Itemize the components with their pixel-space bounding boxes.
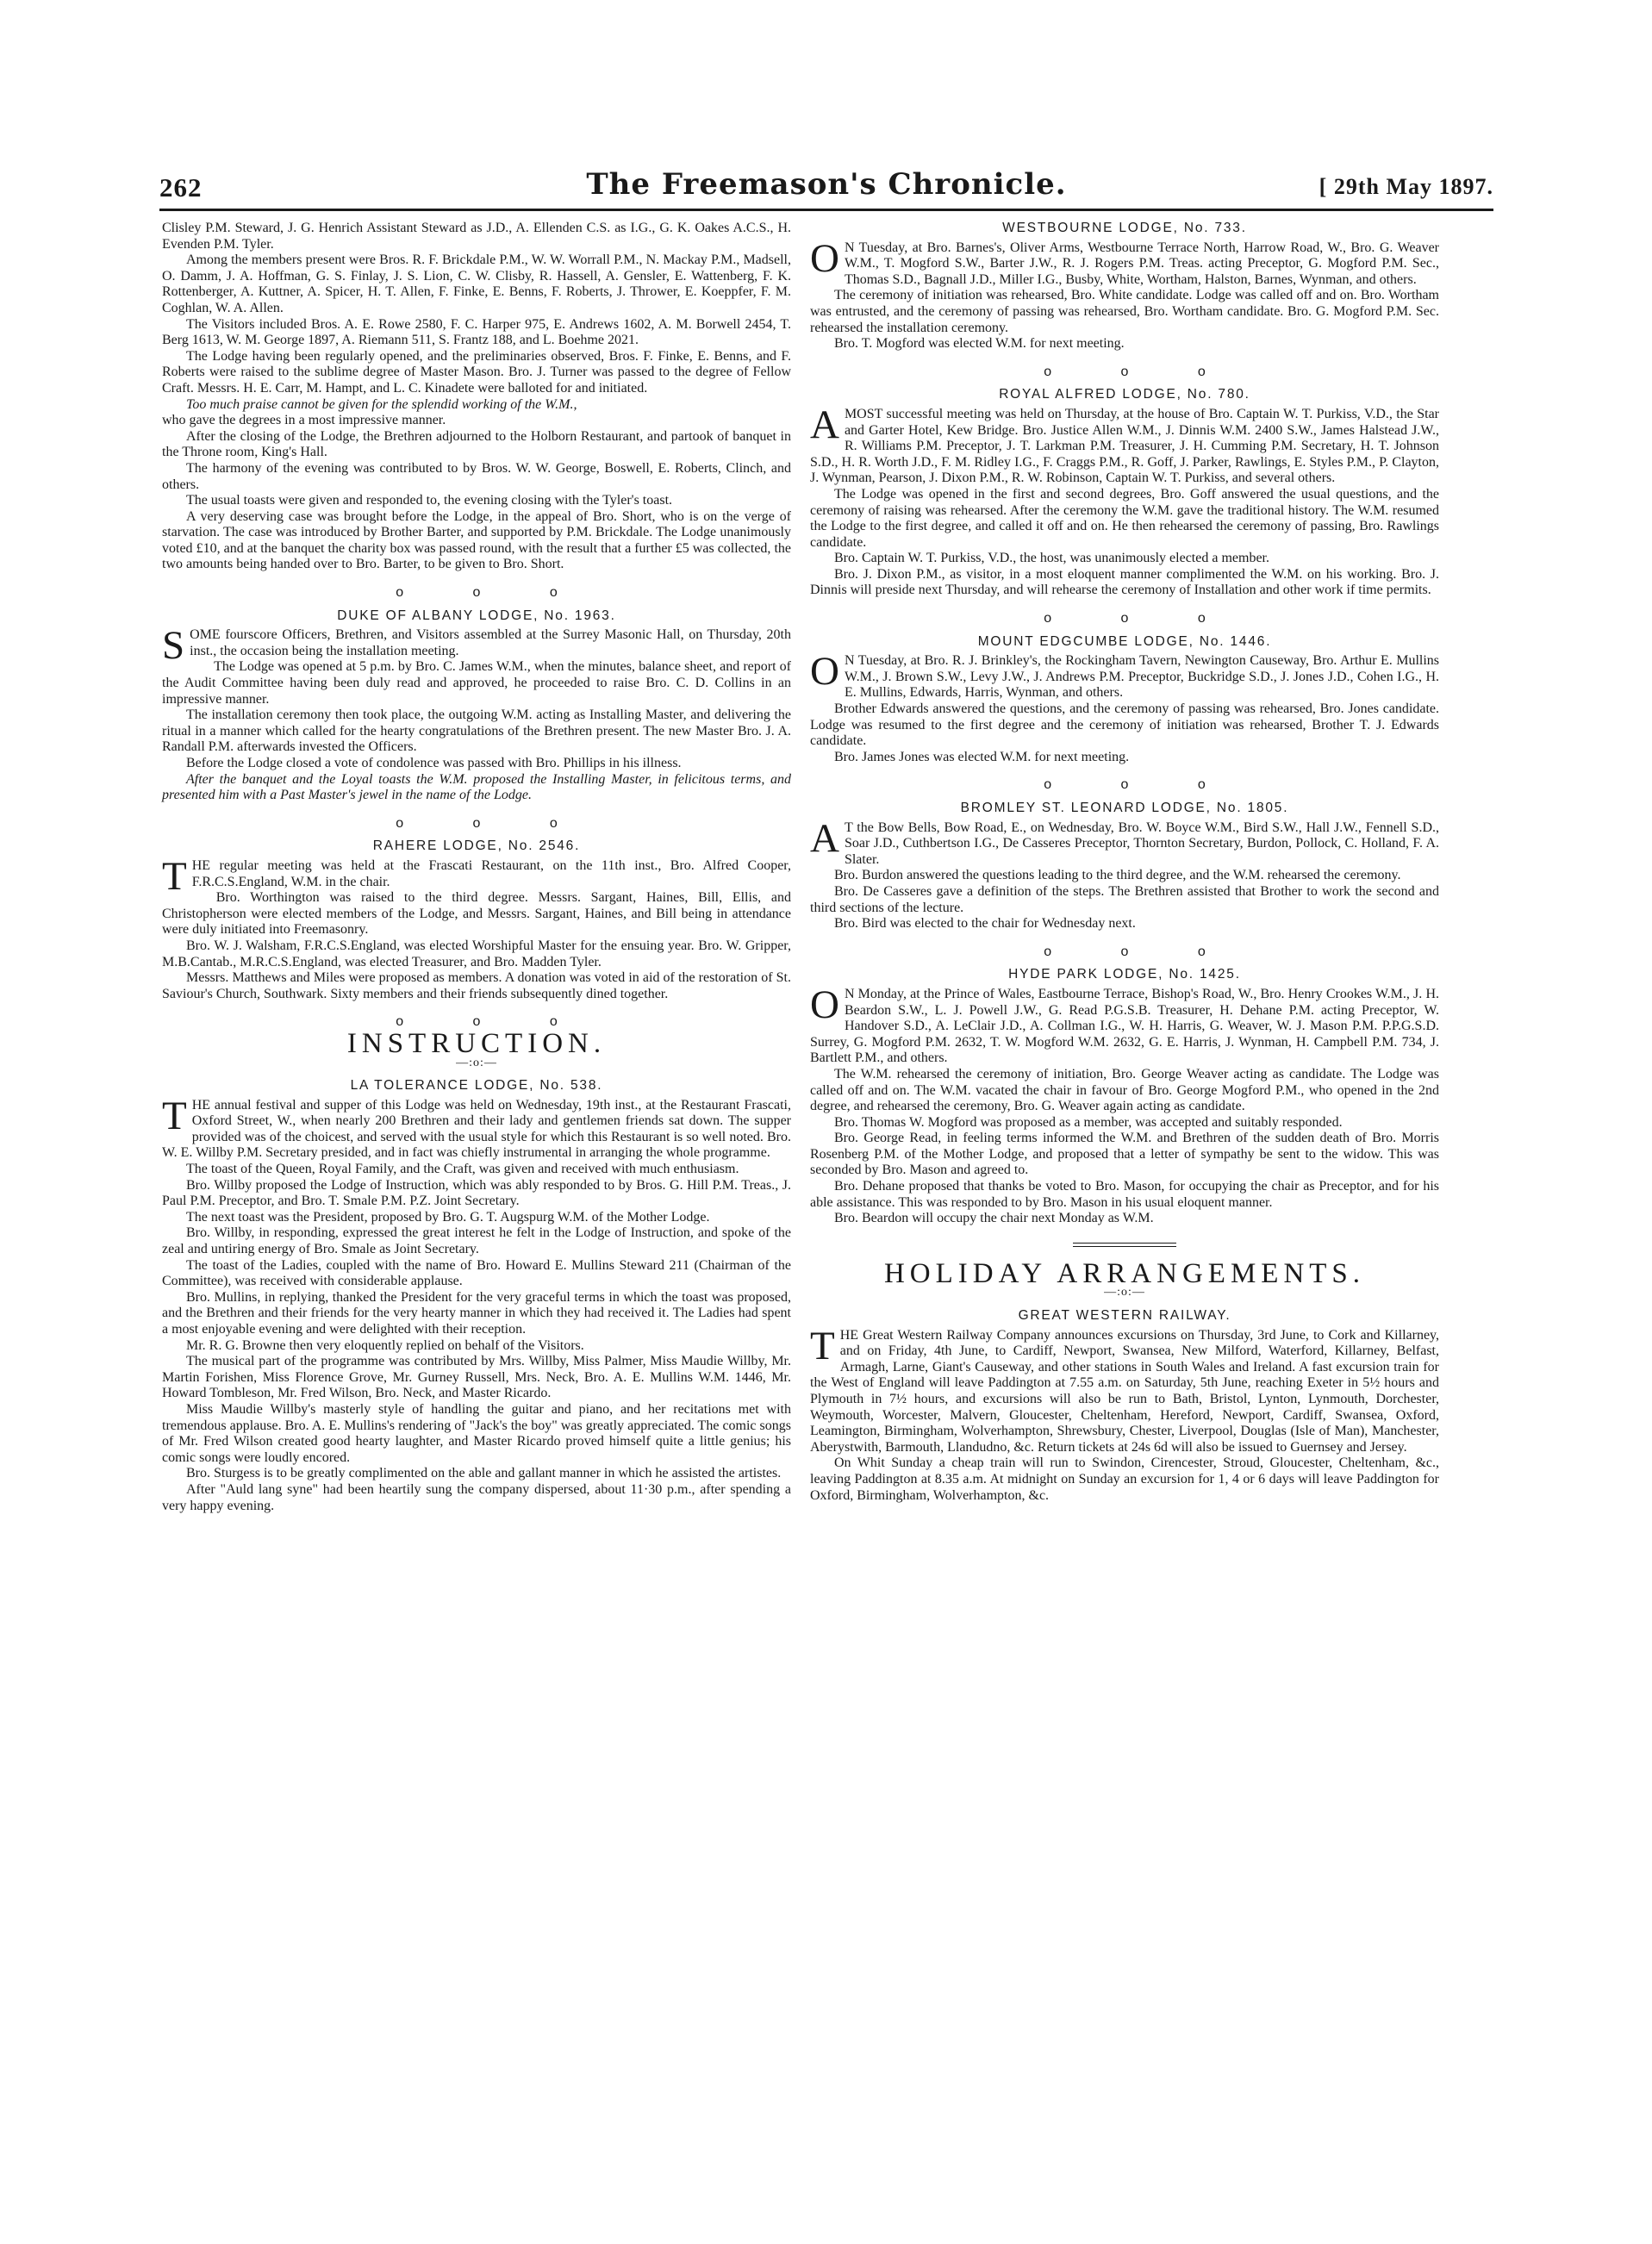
article-paragraph: The installation ceremony then took place, the outgoing W.M. acting as Installing Master, and delivering the ritual in a manner which called for the hearty congratulations of the Brethren present. The new Master Bro. J. A. Randall P.M. afterwards invested the Officers. [162,707,791,755]
drop-cap: T [810,1323,835,1368]
article-paragraph: Bro. Willby proposed the Lodge of Instruction, which was ably responded to by Bros. G. Hill P.M. Treas., J. Paul P.M. Preceptor, and Bro. T. Smale P.M. P.Z. Joint Secretary. [162,1177,791,1209]
article-paragraph: Bro. Worthington was raised to the third degree. Messrs. Sargant, Haines, Bill, Ellis, and Christopherson were elected members of the Lodge, and Messrs. Sargant, Haines, and Bill being in attendance were duly initiated into Freemasonry. [162,890,791,938]
article-paragraph: The W.M. rehearsed the ceremony of initiation, Bro. George Weaver acting as candidate. The Lodge was called off and on. The W.M. vacated the chair in favour of Bro. George Mogford P.M., who opened in the 2nd degree, and rehearsed the ceremony, Bro. G. Weaver again acting as candidate. [810,1066,1439,1114]
lead-paragraph: O N Tuesday, at Bro. R. J. Brinkley's, the Rockingham Tavern, Newington Causeway, Bro. Arthur E. Mullins W.M., J. Brown S.W., Levy J.W., J. Andrews P.M. Preceptor, Buckridge S.D., J. Jones J.D., Cohen I.G., H. E. Mullins, Edwards, Harris, Wynman, and others. [810,649,1439,701]
article-paragraph: Bro. Beardon will occupy the chair next Monday as W.M. [834,1211,1154,1226]
left-column [162,221,791,1514]
masthead [159,167,1493,210]
lead-paragraph: O N Tuesday, at Bro. Barnes's, Oliver Arms, Westbourne Terrace North, Harrow Road, W., Bro. G. Weaver W.M., T. Mogford S.W., Barter J.W., R. J. Rogers P.M. Treas. acting Preceptor, G. Mogford P.M. Sec., Thomas S.D., Bagnall J.D., Miller I.G., Busby, White, Wortham, Halston, Barnes, Wynman, and others. [810,235,1439,287]
article-paragraph: Bro. Dehane proposed that thanks be voted to Bro. Mason, for occupying the chair as Preceptor, and for his able assistance. This was responded to by Bro. Mason in his usual eloquent manner. [810,1179,1439,1210]
section-subheading: GREAT WESTERN RAILWAY. [1018,1308,1231,1324]
article-paragraph: Before the Lodge closed a vote of condolence was passed with Bro. Phillips in his illness. [186,756,682,770]
article-paragraph: Bro. T. Mogford was elected W.M. for next meeting. [834,336,1125,352]
section-separator: o o o [396,585,590,601]
drop-cap: O [810,982,839,1027]
lead-paragraph: A MOST successful meeting was held on Thursday, at the house of Bro. Captain W. T. Purkiss, V.D., the Star and Garter Hotel, Kew Bridge. Bro. Justice Allen W.M., J. Dinnis W.M. 2400 S.W., James Halstead J.W., R. Williams P.M. Preceptor, J. T. Larkman P.M. Treasurer, J. H. Cumming P.M. Secretary, H. T. Johnson S.D., H. R. Worth J.D., F. M. Ridley I.G., F. Craggs P.M., R. Goff, J. Parker, Rawlings, E. Styles P.M., P. Clayton, J. Wynman, Pearson, J. Dixon P.M., R. W. Robinson, Captain W. T. Purkiss, and several others. [810,402,1439,486]
article-paragraph: A very deserving case was brought before the Lodge, in the appeal of Bro. Short, who is on the verge of starvation. The case was introduced by Brother Barter, and supported by P.M. Brickdale. The Lodge unanimously voted £10, and at the banquet the charity box was passed round, with the result that a further £5 was collected, the two amounts being handed over to Bro. Barter, to be given to Bro. Short. [162,508,791,572]
lead-paragraph: THE annual festival and supper of this Lodge was held on Wednesday, 19th inst., at the Restaurant Frascati, Oxford Street, W., when nearly 200 Brethren and their lady and gentlemen friends sat down. The supper provided was of the choicest, and served with the usual style for which this Restaurant is so well noted. Bro. W. E. Willby P.M. Secretary presided, and in fact was chiefly instrumental in arranging the whole programme. [162,1093,791,1161]
drop-cap: T [162,1093,187,1138]
section-separator: o o o [1044,944,1238,959]
article-paragraph: Among the members present were Bros. R. F. Brickdale P.M., W. W. Worrall P.M., N. Mackay P.M., Madsell, O. Damm, J. A. Hoffman, G. S. Finlay, J. S. Lion, C. W. Clisby, R. Hassell, A. Gensler, E. Wattenberg, F. K. Rottenberger, A. Kuttner, A. Spicer, H. T. Allen, F. Finke, E. Benns, F. Roberts, J. Thrower, E. Koeppfer, F. M. Coghlan, W. A. Allen. [162,252,791,315]
lead-paragraph: THE regular meeting was held at the Frascati Restaurant, on the 11th inst., Bro. Alfred Cooper, F.R.C.S.England, W.M. in the chair. [162,853,791,899]
article-paragraph: The ceremony of initiation was rehearsed, Bro. White candidate. Lodge was called off and on. Bro. Wortham was entrusted, and the ceremony of passing was rehearsed, Bro. Wortham candidate. Bro. G. Mogford P.M. Sec. rehearsed the installation ceremony. [810,288,1439,335]
drop-cap: S [162,623,185,669]
lodge-heading: HYDE PARK LODGE, No. 1425. [1008,967,1241,982]
lodge-heading: LA TOLERANCE LODGE, No. 538. [350,1078,603,1094]
drop-cap: O [810,649,839,695]
article-paragraph: Bro. J. Dixon P.M., as visitor, in a most eloquent manner complimented the W.M. on his working. Bro. J. Dinnis will preside next Thursday, and will rehearse the ceremony of Installation and other work if time permits. [810,566,1439,598]
article-paragraph: Bro. Captain W. T. Purkiss, V.D., the host, was unanimously elected a member. [834,551,1269,566]
article-paragraph: who gave the degrees in a most impressive manner. [162,413,446,428]
newspaper-title: The Freemason's Chronicle. [586,167,1067,202]
issue-date: [ 29th May 1897. [1318,174,1493,199]
article-paragraph: Bro. De Casseres gave a definition of the steps. The Brethren assisted that Brother to work the second and third sections of the lecture. [810,883,1439,915]
holiday-heading: HOLIDAY ARRANGEMENTS. [883,1257,1366,1289]
page-number: 262 [159,172,203,203]
lodge-heading: ROYAL ALFRED LODGE, No. 780. [999,387,1250,402]
article-paragraph: The Lodge was opened at 5 p.m. by Bro. C. James W.M., when the minutes, balance sheet, and report of the Audit Committee having been duly read and approved, he proceeded to raise Bro. C. D. Collins in an impressive manner. [162,659,791,707]
masthead-rule [159,209,1493,211]
article-paragraph: The toast of the Ladies, coupled with the name of Bro. Howard E. Mullins Steward 211 (Chairman of the Committee), was received with considerable applause. [162,1257,791,1289]
lodge-heading: RAHERE LODGE, No. 2546. [372,838,581,854]
lodge-heading: WESTBOURNE LODGE, No. 733. [1002,221,1247,235]
article-paragraph: Miss Maudie Willby's masterly style of handling the guitar and piano, and her recitations met with tremendous applause. Bro. A. E. Mullins's rendering of "Jack's the boy" was greatly appreciated. The comic songs of Mr. Fred Wilson created good hearty laughter, and Master Ricardo proved himself quite a little genius; his comic songs were loudly encored. [162,1401,791,1465]
section-separator: o o o [1044,777,1238,793]
italic-paragraph: Too much praise cannot be given for the splendid working of the W.M., [186,396,577,412]
lodge-heading: BROMLEY ST. LEONARD LODGE, No. 1805. [960,801,1289,815]
article-paragraph: Bro. George Read, in feeling terms informed the W.M. and Brethren of the sudden death of Bro. Morris Rosenberg P.M. of the Mother Lodge, and proposed that a letter of sympathy be sent to the widow. This was seconded by Bro. Mason and agreed to. [810,1131,1439,1178]
article-paragraph: Bro. Mullins, in replying, thanked the President for the very graceful terms in which the toast was proposed, and the Brethren and their friends for the very hearty manner in which they had received it. The Ladies had spent a most enjoyable evening and were delighted with their reception. [162,1289,791,1337]
article-paragraph: Bro. Thomas W. Mogford was proposed as a member, was accepted and suitably responded. [834,1114,1343,1130]
article-paragraph: The Visitors included Bros. A. E. Rowe 2580, F. C. Harper 975, E. Andrews 1602, A. M. Borwell 2454, T. Berg 1613, W. M. George 1897, A. Riemann 511, S. Frantz 188, and L. Boehme 2021. [162,316,791,348]
drop-cap: A [810,815,839,861]
article-paragraph: After the banquet and the Loyal toasts the W.M. proposed the Installing Master, in felicitous terms, and presented him with a Past Master's jewel in the name of the Lodge. [162,771,791,803]
article-paragraph: After "Auld lang syne" had been heartily sung the company dispersed, about 11·30 p.m., after spending a very happy evening. [162,1481,791,1513]
section-separator: o o o [1044,611,1238,626]
article-paragraph: Brother Edwards answered the questions, and the ceremony of passing was rehearsed, Bro. Jones candidate. Lodge was resumed to the first degree and the ceremony of initiation was rehearsed, Brother T. J. Edwards candidate. [810,701,1439,749]
instruction-heading: INSTRUCTION. [346,1027,607,1059]
article-paragraph: Bro. Bird was elected to the chair for Wednesday next. [834,916,1136,932]
lead-paragraph: A T the Bow Bells, Bow Road, E., on Wednesday, Bro. W. Boyce W.M., Bird S.W., Hall J.W., Fennell S.D., Soar J.D., Cuthbertson I.G., De Casseres Preceptor, Thornton Secretary, Burdon, Pollock, C. Holland, F. A. Slater. [810,815,1439,867]
article-paragraph: After the closing of the Lodge, the Brethren adjourned to the Holborn Restaurant, and partook of banquet in the Throne room, King's Hall. [162,428,791,460]
article-paragraph: The musical part of the programme was contributed by Mrs. Willby, Miss Palmer, Miss Maudie Willby, Mr. Martin Forishen, Miss Florence Grove, Mr. Gurney Russell, Mrs. Neck, Bro. A. E. Mullins W.M. 1446, Mr. Howard Tombleson, Mr. Fred Wilson, Bro. Neck, and Master Ricardo. [162,1354,791,1401]
drop-cap: O [810,235,839,281]
article-paragraph: Bro. Sturgess is to be greatly complimented on the able and gallant manner in which he assisted the artistes. [186,1466,782,1481]
article-paragraph: Bro. Burdon answered the questions leading to the third degree, and the W.M. rehearsed the ceremony. [834,868,1401,883]
article-paragraph: The next toast was the President, proposed by Bro. G. T. Augspurg W.M. of the Mother Lodge. [186,1209,710,1225]
drop-cap: T [162,853,187,899]
article-paragraph: Bro. W. J. Walsham, F.R.C.S.England, was elected Worshipful Master for the ensuing year. Bro. W. Gripper, M.B.Cantab., M.R.C.S.England, was elected Treasurer, and Bro. Madden Tyler. [162,938,791,969]
lead-paragraph: SOME fourscore Officers, Brethren, and Visitors assembled at the Surrey Masonic Hall, on Thursday, 20th inst., the occasion being the installation meeting. [162,623,791,669]
lodge-heading: MOUNT EDGCUMBE LODGE, No. 1446. [977,633,1272,649]
right-column [810,221,1439,1504]
article-paragraph: Bro. Willby, in responding, expressed the great interest he felt in the Lodge of Instruction, and spoke of the zeal and untiring energy of Bro. Smale as Joint Secretary. [162,1225,791,1257]
article-paragraph: Clisley P.M. Steward, J. G. Henrich Assistant Steward as J.D., A. Ellenden C.S. as I.G., G. K. Oakes A.C.S., H. Evenden P.M. Tyler. [162,221,791,252]
colon-rule: —:o:— [1104,1286,1145,1300]
lead-paragraph: O N Monday, at the Prince of Wales, Eastbourne Terrace, Bishop's Road, W., Bro. Henry Crookes W.M., J. H. Beardon S.W., L. J. Powell J.W., G. Read P.G.S.B. Treasurer, H. Dehane P.M. acting Preceptor, W. Handover S.D., A. LeClair J.D., A. Collman I.G., W. H. Harris, G. Weaver, W. J. Mason P.M. P.P.G.S.D. Surrey, G. Mogford P.M. 2632, T. W. Mogford W.M. 2632, G. E. Harris, J. Wynman, H. Campbell P.M. 734, J. Bartlett P.M., and others. [810,982,1439,1066]
lodge-heading: DUKE OF ALBANY LODGE, No. 1963. [337,608,616,623]
article-paragraph: The harmony of the evening was contributed to by Bros. W. W. George, Boswell, E. Roberts, Clinch, and others. [162,460,791,492]
drop-cap: A [810,402,839,447]
section-separator: o o o [1044,364,1238,379]
article-paragraph: The Lodge was opened in the first and second degrees, Bro. Goff answered the usual questions, and the ceremony of raising was rehearsed. After the ceremony the W.M. gave the traditional history. The W.M. resumed the Lodge to the first degree, and called it off and on. He then rehearsed the ceremony of passing, Bro. Rawlings candidate. [810,486,1439,550]
article-paragraph: On Whit Sunday a cheap train will run to Swindon, Cirencester, Stroud, Gloucester, Cheltenham, &c., leaving Paddington at 8.35 a.m. At midnight on Sunday an excursion for 1, 4 or 6 days will leave Paddington for Oxford, Birmingham, Wolverhampton, &c. [810,1455,1439,1503]
article-paragraph: The toast of the Queen, Royal Family, and the Craft, was given and received with much enthusiasm. [186,1162,739,1177]
lead-paragraph: THE Great Western Railway Company announces excursions on Thursday, 3rd June, to Cork and Killarney, and on Friday, 4th June, to Cardiff, Newport, Swansea, New Milford, Waterford, Killarney, Belfast, Armagh, Larne, Giant's Causeway, and other stations in South Wales and Ireland. A fast excursion train for the West of England will leave Paddington at 7.55 a.m. on Saturday, 5th June, reaching Exeter in 5½ hours and Plymouth in 7½ hours, and excursions will also be run to Bath, Bristol, Lynton, Lynmouth, Dorchester, Weymouth, Worcester, Malvern, Gloucester, Cheltenham, Hereford, Newport, Cardiff, Swansea, Oxford, Leamington, Birmingham, Wolverhampton, Shrewsbury, Chester, Liverpool, Douglas (Isle of Man), Manchester, Aberystwith, Barmouth, Llandudno, &c. Return tickets at 24s 6d will also be issued to Guernsey and Jersey. [810,1323,1439,1455]
article-paragraph: The usual toasts were given and responded to, the evening closing with the Tyler's toast. [186,493,673,508]
article-paragraph: Bro. James Jones was elected W.M. for next meeting. [834,749,1130,764]
article-paragraph: Mr. R. G. Browne then very eloquently replied on behalf of the Visitors. [186,1337,584,1353]
section-separator: o o o [396,1014,590,1030]
article-paragraph: The Lodge having been regularly opened, and the preliminaries observed, Bros. F. Finke, E. Benns, and F. Roberts were raised to the sublime degree of Master Mason. Bro. J. Turner was passed to the degree of Fellow Craft. Messrs. H. E. Carr, M. Hampt, and L. C. Kinadete were balloted for and initiated. [162,348,791,396]
section-separator: o o o [396,815,590,831]
section-divider [1073,1243,1176,1247]
colon-rule: —:o:— [456,1056,497,1069]
article-paragraph: Messrs. Matthews and Miles were proposed as members. A donation was voted in aid of the restoration of St. Saviour's Church, Southwark. Sixty members and their friends subsequently dined together. [162,970,791,1001]
